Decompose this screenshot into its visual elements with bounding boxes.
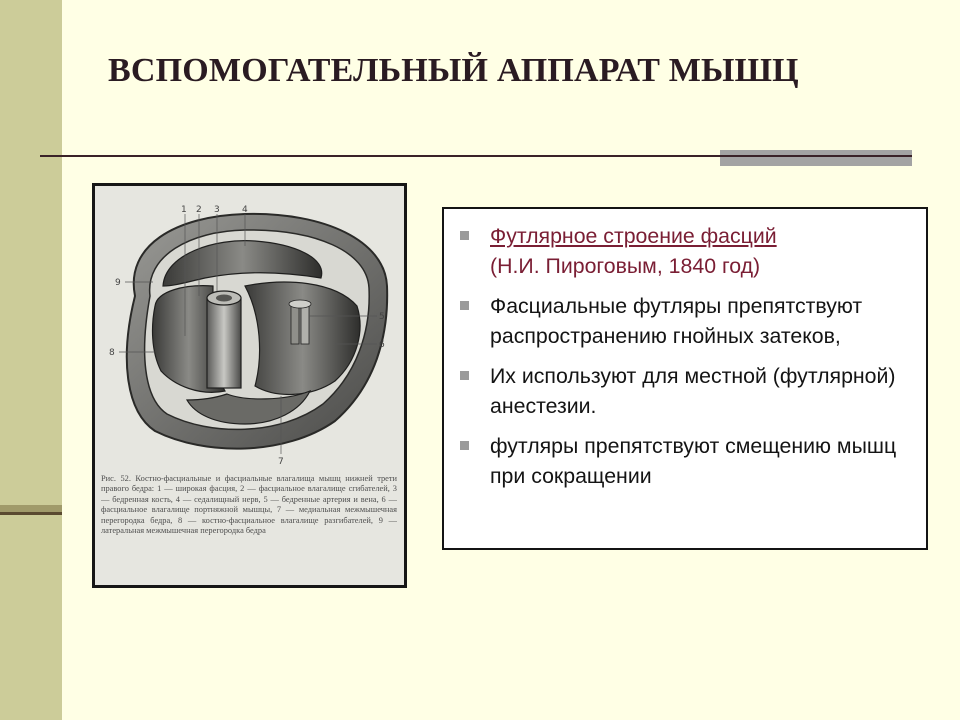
bullet-square-icon: [460, 231, 469, 240]
figure-caption: Рис. 52. Костно-фасциальные и фасциальные влагалища мышц нижней трети правого бедра: 1 — широкая фасция, 2 — фасциальное влагалище сгибателей, 3 — бедренная кость, 4 — седалищный нерв, 5 — бедренные артерия и вена, 6 — фасциальное влагалище портняжной мышцы, 7 — медиальная межмышечная перегородка бедра, 8 — костно-фасциальное влагалище разгибателей, 9 — латеральная межмышечная перегородка бедра: [101, 474, 397, 536]
bullet-text: Фасциальные футляры препятствуют распространению гнойных затеков,: [490, 294, 863, 348]
list-item: [460, 291, 912, 351]
bullet-square-icon: [460, 301, 469, 310]
bullet-text: футляры препятствуют смещению мышц при сокращении: [490, 434, 897, 488]
figure-label-7: 7: [278, 457, 284, 467]
list-item: [460, 361, 912, 421]
list-item: [460, 431, 912, 491]
figure-label-1: 1: [181, 205, 187, 215]
figure-label-2: 2: [196, 205, 202, 215]
bullet-square-icon: [460, 371, 469, 380]
slide-title: ВСПОМОГАТЕЛЬНЫЙ АППАРАТ МЫШЦ: [108, 52, 799, 89]
figure-label-3: 3: [214, 205, 220, 215]
figure-label-6: 6: [379, 340, 385, 350]
thigh-cross-section-illustration: [95, 186, 404, 476]
bullet-square-icon: [460, 441, 469, 450]
figure-label-9: 9: [115, 278, 121, 288]
left-sidebar-line: [0, 512, 62, 515]
figure-label-4: 4: [242, 205, 248, 215]
left-sidebar-bar: [0, 0, 62, 720]
title-rule-block: [720, 150, 912, 166]
fascia-structure-link[interactable]: Футлярное строение фасций: [490, 224, 777, 248]
figure-label-5: 5: [379, 312, 385, 322]
bullet-list-box: [442, 207, 928, 550]
bullet-subtext: (Н.И. Пироговым, 1840 год): [490, 254, 761, 278]
figure-label-8: 8: [109, 348, 115, 358]
anatomy-figure: [92, 183, 407, 588]
list-item: [460, 221, 912, 281]
bullet-text: Их используют для местной (футлярной) анестезии.: [490, 364, 896, 418]
title-rule: [40, 155, 912, 157]
